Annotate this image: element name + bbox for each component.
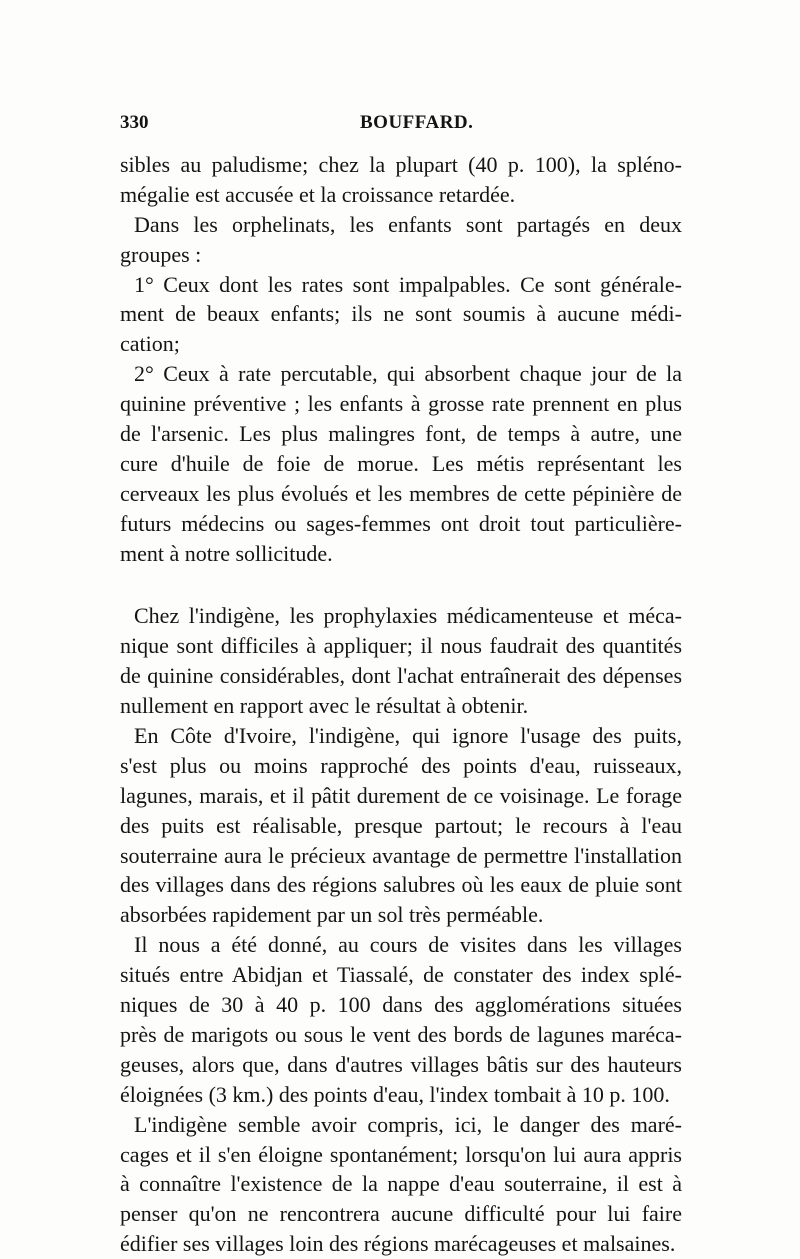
text-line: près de marigots ou sous le vent des bords de lagunes maréca- [120,1021,682,1047]
text-line: futurs médecins ou sages-femmes ont droit tout particulière- [120,510,682,536]
paragraph [120,359,682,568]
text-line: Dans les orphelinats, les enfants sont partagés en deux [134,211,682,237]
paragraph [120,210,682,270]
text-line: Il nous a été donné, au cours de visites dans les villages [134,932,682,958]
text-line: ment de beaux enfants; ils ne sont soumis à aucune médi- [120,301,682,327]
text-line: ment à notre sollicitude. [120,540,333,566]
paragraph [120,601,682,721]
text-line: situés entre Abidjan et Tiassalé, de constater des index splé- [120,962,682,988]
text-line: sibles au paludisme; chez la plupart (40 p. 100), la spléno- [120,152,682,177]
text-line: Chez l'indigène, les prophylaxies médicamenteuse et méca- [134,603,682,629]
text-line: mégalie est accusée et la croissance retardée. [120,181,516,207]
text-line: souterraine aura le précieux avantage de permettre l'installation [120,842,682,868]
text-line: lagunes, marais, et il pâtit durement de ce voisinage. Le forage [120,782,682,808]
text-line: groupes : [120,241,202,267]
text-line: de quinine considérables, dont l'achat entraînerait des dépenses [120,663,682,689]
text-line: éloignées (3 km.) des points d'eau, l'index tombait à 10 p. 100. [120,1081,670,1107]
text-line: nique sont difficiles à appliquer; il nous faudrait des quantités [120,633,682,659]
text-line: quinine préventive ; les enfants à grosse rate prennent en plus [120,391,682,417]
text-line: absorbées rapidement par un sol très perméable. [120,902,544,928]
section-break [120,568,682,601]
paragraph [120,270,682,360]
text-line: des puits est réalisable, presque partout; le recours à l'eau [120,812,682,838]
text-line: nullement en rapport avec le résultat à obtenir. [120,693,529,719]
text-line: cerveaux les plus évolués et les membres de cette pépinière de [120,480,682,506]
page-header [120,112,680,142]
text-line: cure d'huile de foie de morue. Les métis représentant les [120,450,682,476]
paragraph [120,150,682,210]
text-line: L'indigène semble avoir compris, ici, le danger des maré- [134,1111,682,1137]
text-line: à connaître l'existence de la nappe d'eau souterraine, il est à [120,1171,682,1197]
page-number: 330 [120,112,149,133]
text-line: cages et il s'en éloigne spontanément; lorsqu'on lui aura appris [120,1141,682,1167]
text-line: penser qu'on ne rencontrera aucune difficulté pour lui faire [120,1201,682,1227]
text-line: 2° Ceux à rate percutable, qui absorbent chaque jour de la [134,361,682,387]
text-line: des villages dans des régions salubres où les eaux de pluie sont [120,872,682,898]
body-text [120,150,682,1259]
running-head: BOUFFARD. [360,112,474,133]
text-line: édifier ses villages loin des régions marécageuses et malsaines. [120,1231,676,1257]
paragraph [120,721,682,930]
paragraph [120,1110,682,1259]
text-line: s'est plus ou moins rapproché des points d'eau, ruisseaux, [120,752,682,778]
text-line: geuses, alors que, dans d'autres villages bâtis sur des hauteurs [120,1051,682,1077]
text-line: de l'arsenic. Les plus malingres font, de temps à autre, une [120,421,682,447]
text-line: niques de 30 à 40 p. 100 dans des agglomérations situées [120,992,682,1018]
paragraph [120,930,682,1109]
text-line: En Côte d'Ivoire, l'indigène, qui ignore l'usage des puits, [134,723,682,749]
text-line: 1° Ceux dont les rates sont impalpables. Ce sont générale- [134,271,682,297]
text-line: cation; [120,331,180,357]
